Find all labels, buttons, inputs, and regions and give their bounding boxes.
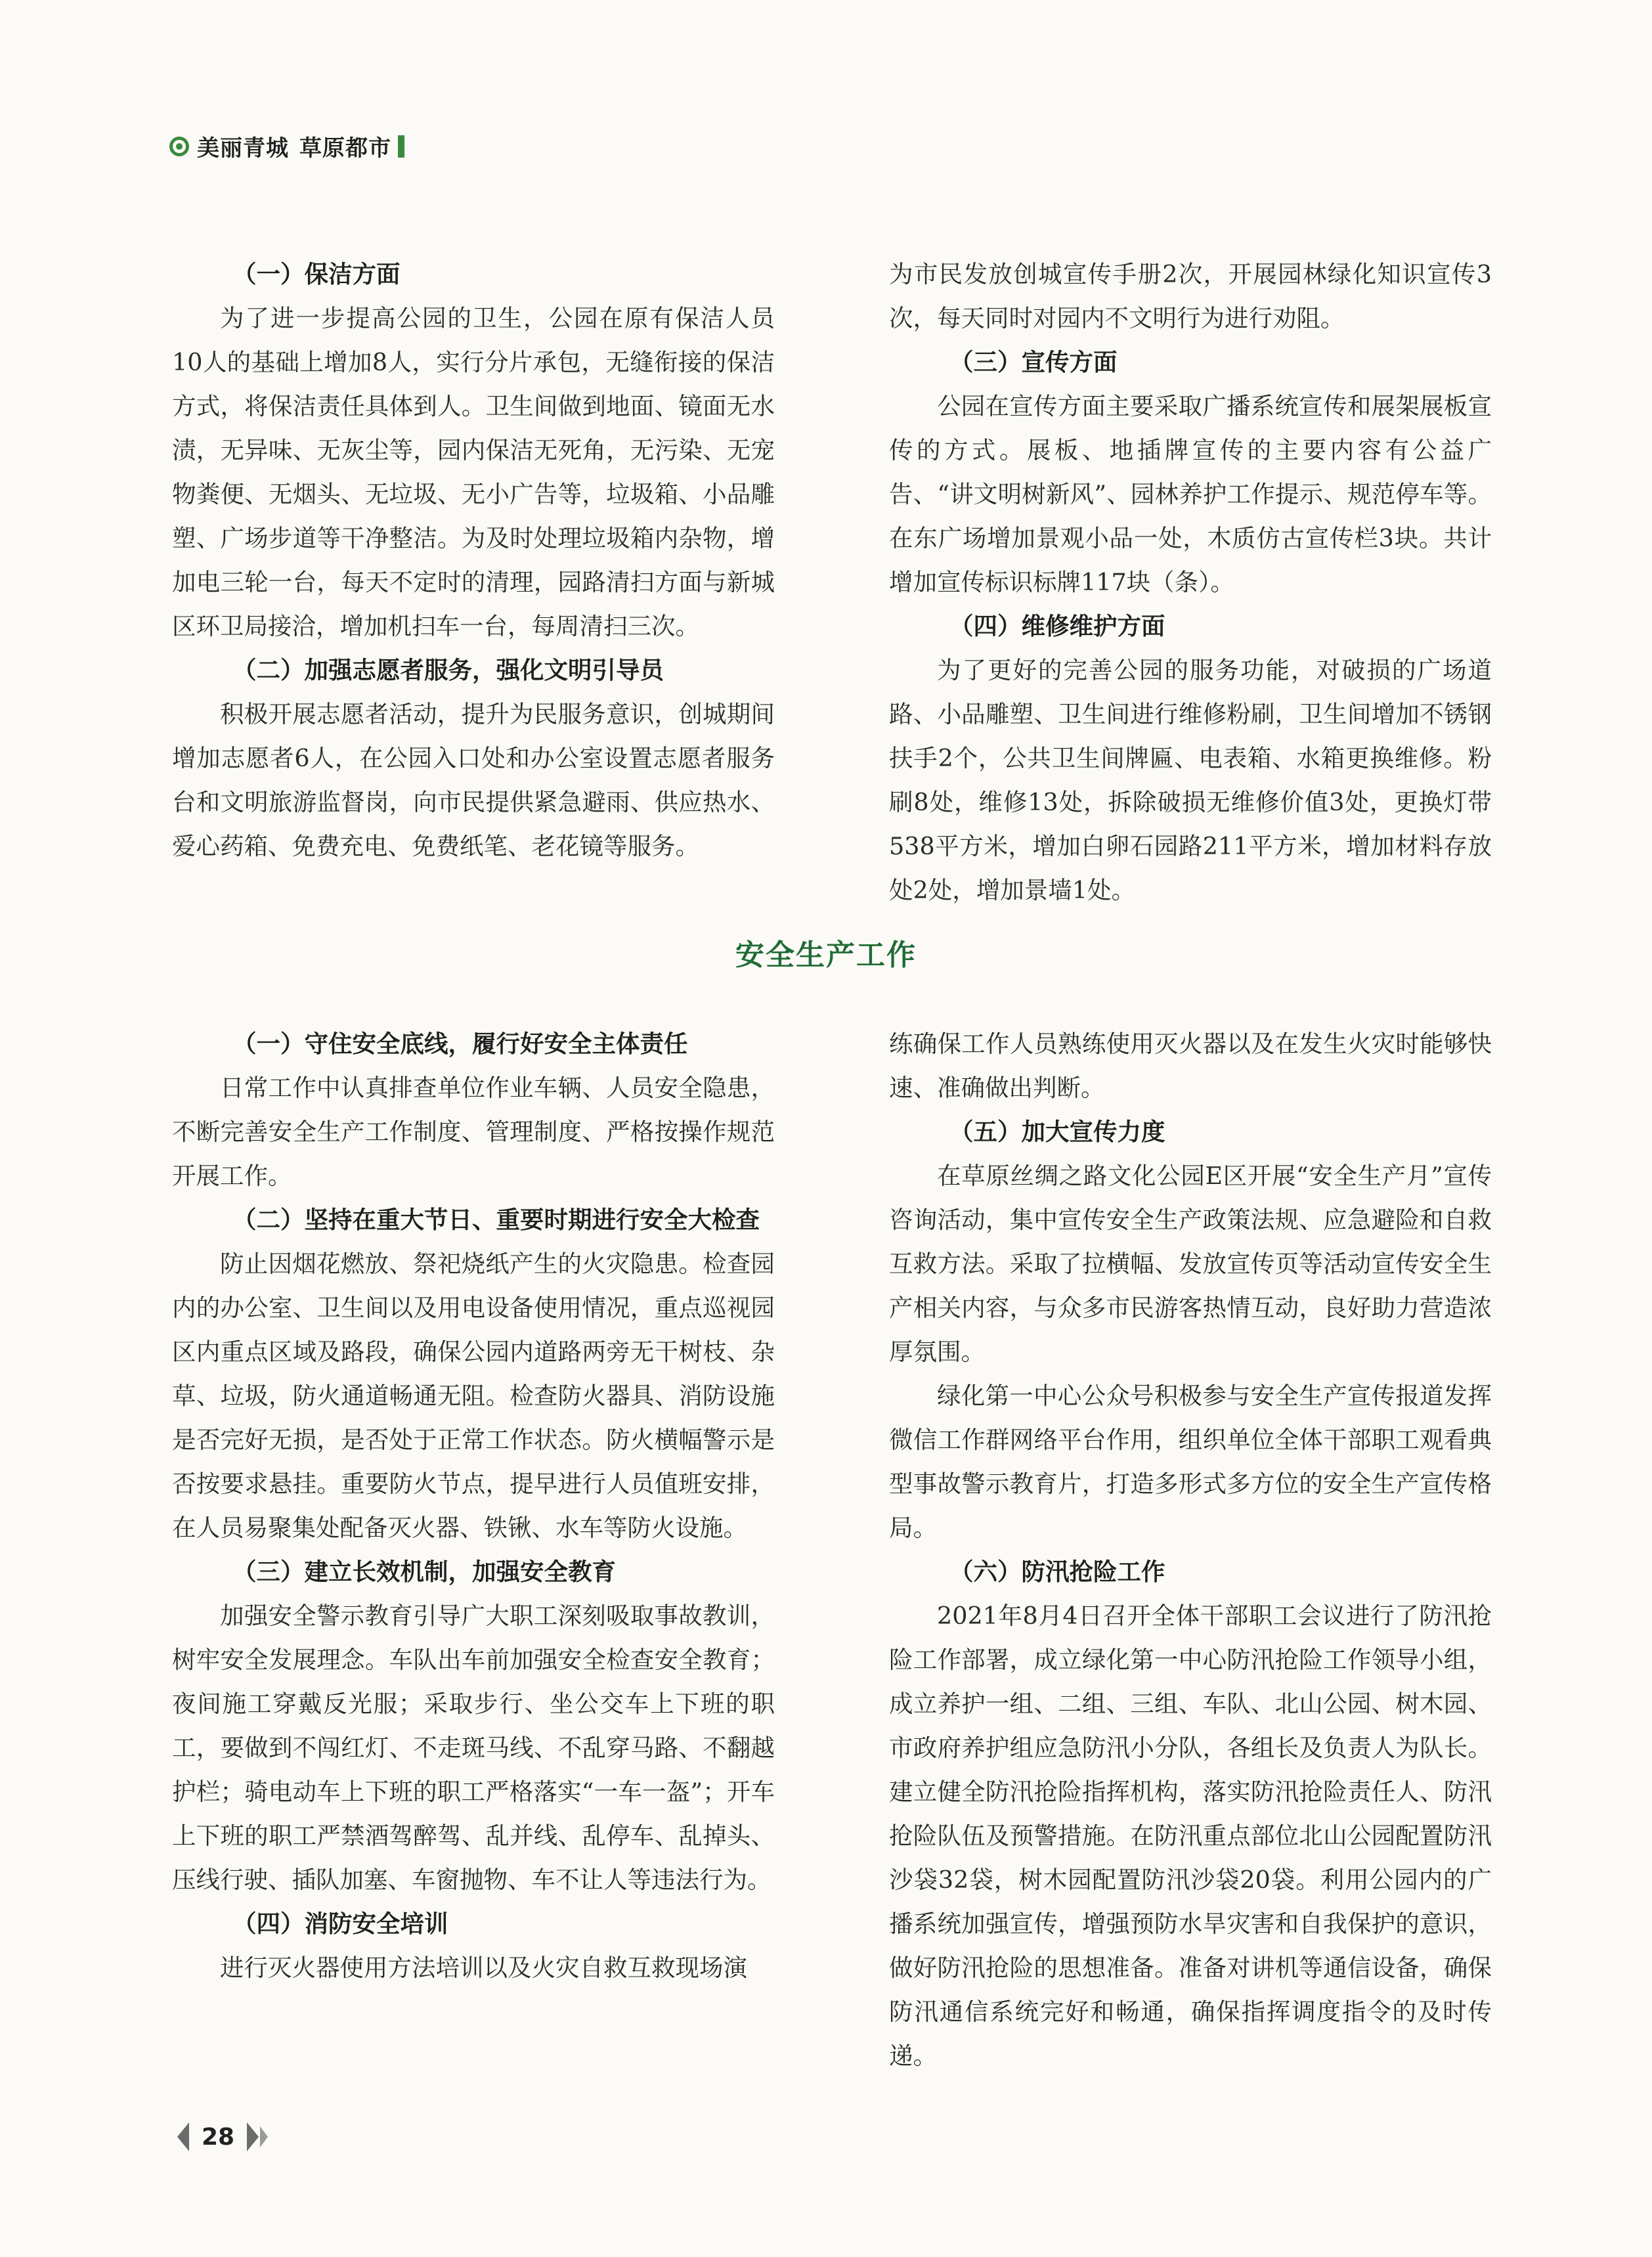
top-left-column [172,252,775,868]
right-chevron-icon [247,2122,259,2151]
subheading: （三）宣传方面 [949,348,1118,376]
paragraph: 绿化第一中心公众号积极参与安全生产宣传报道发挥微信工作群网络平台作用，组织单位全体干部职工观看典型事故警示教育片，打造多形式多方位的安全生产宣传格局。 [889,1382,1492,1542]
bottom-left-column [172,1022,775,1990]
section-title: 安全生产工作 [735,938,917,972]
subheading: （一）守住安全底线，履行好安全主体责任 [232,1030,688,1058]
top-right-column [889,252,1492,912]
subheading: （四）消防安全培训 [232,1910,448,1938]
paragraph: 防止因烟花燃放、祭祀烧纸产生的火灾隐患。检查园内的办公室、卫生间以及用电设备使用情况，重点巡视园区内重点区域及路段，确保公园内道路两旁无干树枝、杂草、垃圾，防火通道畅通无阻。检查防火器具、消防设施是否完好无损，是否处于正常工作状态。防火横幅警示是否按要求悬挂。重要防火节点，提早进行人员值班安排，在人员易聚集处配备灭火器、铁锹、水车等防火设施。 [172,1250,775,1542]
left-chevron-icon [177,2122,189,2151]
subheading: （二）加强志愿者服务，强化文明引导员 [232,656,664,684]
header-bar-icon [398,135,404,158]
paragraph: 为了更好的完善公园的服务功能，对破损的广场道路、小品雕塑、卫生间进行维修粉刷，卫生间增加不锈钢扶手2个，公共卫生间牌匾、电表箱、水箱更换维修。粉刷8处，维修13处，拆除破损无维修价值3处，更换灯带538平方米，增加白卵石园路211平方米，增加材料存放处2处，增加景墙1处。 [889,656,1492,904]
page-number-text: 28 [198,2124,238,2151]
paragraph-continued: 练确保工作人员熟练使用灭火器以及在发生火灾时能够快速、准确做出判断。 [889,1030,1492,1102]
circle-logo-icon [169,137,189,156]
paragraph: 进行灭火器使用方法培训以及火灾自救互救现场演 [220,1954,747,1982]
page-number [177,2120,259,2154]
subheading: （六）防汛抢险工作 [949,1558,1165,1586]
header-title-b: 草原都市 [299,135,391,162]
subheading: （一）保洁方面 [232,260,401,288]
header-title-a: 美丽青城 [197,135,289,162]
paragraph: 日常工作中认真排查单位作业车辆、人员安全隐患，不断完善安全生产工作制度、管理制度、严格按操作规范开展工作。 [172,1074,775,1190]
running-header [169,130,404,162]
subheading: （五）加大宣传力度 [949,1118,1165,1146]
subheading: （三）建立长效机制，加强安全教育 [232,1558,616,1586]
paragraph: 为了进一步提高公园的卫生，公园在原有保洁人员10人的基础上增加8人，实行分片承包，无缝衔接的保洁方式，将保洁责任具体到人。卫生间做到地面、镜面无水渍，无异味、无灰尘等，园内保洁无死角，无污染、无宠物粪便、无烟头、无垃圾、无小广告等，垃圾箱、小品雕塑、广场步道等干净整洁。为及时处理垃圾箱内杂物，增加电三轮一台，每天不定时的清理，园路清扫方面与新城区环卫局接洽，增加机扫车一台，每周清扫三次。 [172,304,775,640]
subheading: （二）坚持在重大节日、重要时期进行安全大检查 [232,1206,760,1234]
subheading: （四）维修维护方面 [949,612,1165,640]
paragraph: 公园在宣传方面主要采取广播系统宣传和展架展板宣传的方式。展板、地插牌宣传的主要内容有公益广告、“讲文明树新风”、园林养护工作提示、规范停车等。在东广场增加景观小品一处，木质仿古宣传栏3块。共计增加宣传标识标牌117块（条）。 [889,392,1492,596]
paragraph-continued: 为市民发放创城宣传手册2次，开展园林绿化知识宣传3次，每天同时对园内不文明行为进行劝阻。 [889,260,1492,332]
paragraph: 加强安全警示教育引导广大职工深刻吸取事故教训，树牢安全发展理念。车队出车前加强安全检查安全教育；夜间施工穿戴反光服；采取步行、坐公交车上下班的职工，要做到不闯红灯、不走斑马线、不乱穿马路、不翻越护栏；骑电动车上下班的职工严格落实“一车一盔”；开车上下班的职工严禁酒驾醉驾、乱并线、乱停车、乱掉头、压线行驶、插队加塞、车窗抛物、车不让人等违法行为。 [172,1602,775,1894]
paragraph: 在草原丝绸之路文化公园E区开展“安全生产月”宣传咨询活动，集中宣传安全生产政策法规、应急避险和自救互救方法。采取了拉横幅、发放宣传页等活动宣传安全生产相关内容，与众多市民游客热情互动，良好助力营造浓厚氛围。 [889,1162,1492,1366]
bottom-right-column [889,1022,1492,2078]
paragraph: 积极开展志愿者活动，提升为民服务意识，创城期间增加志愿者6人，在公园入口处和办公室设置志愿者服务台和文明旅游监督岗，向市民提供紧急避雨、供应热水、爱心药箱、免费充电、免费纸笔、老花镜等服务。 [172,700,775,860]
right-chevron-icon [260,2126,268,2147]
paragraph: 2021年8月4日召开全体干部职工会议进行了防汛抢险工作部署，成立绿化第一中心防汛抢险工作领导小组，成立养护一组、二组、三组、车队、北山公园、树木园、市政府养护组应急防汛小分队，各组长及负责人为队长。建立健全防汛抢险指挥机构，落实防汛抢险责任人、防汛抢险队伍及预警措施。在防汛重点部位北山公园配置防汛沙袋32袋，树木园配置防汛沙袋20袋。利用公园内的广播系统加强宣传，增强预防水旱灾害和自我保护的意识，做好防汛抢险的思想准备。准备对讲机等通信设备，确保防汛通信系统完好和畅通，确保指挥调度指令的及时传递。 [889,1602,1492,2070]
